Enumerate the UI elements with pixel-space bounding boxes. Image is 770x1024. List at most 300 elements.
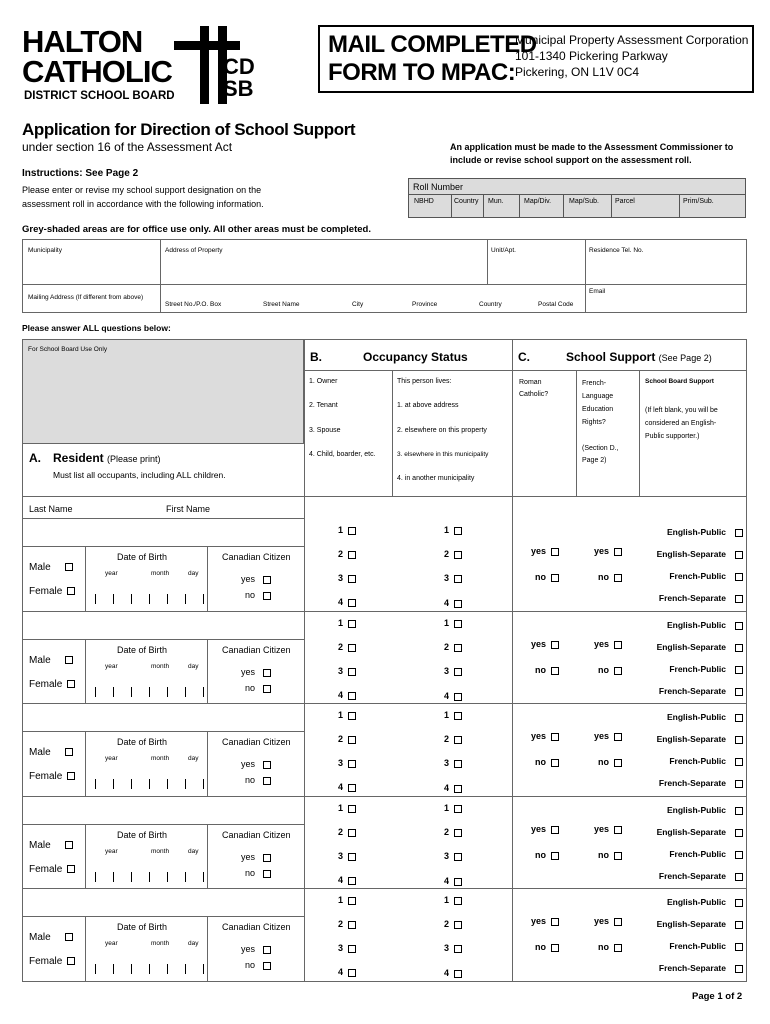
catholic-yes-option[interactable]: yes xyxy=(531,824,559,834)
section-b-title: Occupancy Status xyxy=(363,350,468,364)
dob-input[interactable] xyxy=(95,673,205,697)
last-name-input[interactable] xyxy=(25,705,155,729)
french-no-checkbox[interactable] xyxy=(614,852,622,860)
street-name-label: Street Name xyxy=(263,301,300,308)
occupancy-choice-2[interactable]: 2 xyxy=(338,642,356,652)
female-checkbox[interactable] xyxy=(67,957,75,965)
citizen-yes-checkbox[interactable] xyxy=(263,854,271,862)
board-choice-eng-sep[interactable]: English-Separate xyxy=(643,549,743,559)
board-checkbox[interactable] xyxy=(735,688,743,696)
french-no-checkbox[interactable] xyxy=(614,944,622,952)
occupancy-checkbox[interactable] xyxy=(348,877,356,885)
female-checkbox[interactable] xyxy=(67,680,75,688)
french-no-option[interactable]: no xyxy=(598,757,622,767)
occupancy-choice-3[interactable]: 3 xyxy=(338,573,356,583)
male-option[interactable]: Male xyxy=(29,747,73,758)
lives-checkbox[interactable] xyxy=(454,805,462,813)
property-box xyxy=(22,239,747,313)
male-option[interactable]: Male xyxy=(29,932,73,943)
occupancy-checkbox[interactable] xyxy=(348,620,356,628)
male-checkbox[interactable] xyxy=(65,656,73,664)
roll-col-mapdiv: Map/Div. xyxy=(524,198,552,205)
lives-checkbox[interactable] xyxy=(454,970,462,978)
occupancy-choice-1[interactable]: 1 xyxy=(338,803,356,813)
lives-choice-2[interactable]: 2 xyxy=(444,827,462,837)
dob-month-label: month xyxy=(151,570,170,577)
catholic-no-option[interactable]: no xyxy=(535,665,559,675)
citizen-no-checkbox[interactable] xyxy=(263,685,271,693)
lives-checkbox[interactable] xyxy=(454,527,462,535)
dob-label: Date of Birth xyxy=(117,737,168,747)
dob-day-label: day xyxy=(188,663,199,670)
male-checkbox[interactable] xyxy=(65,933,73,941)
lives-option-1: 1. at above address xyxy=(397,402,459,409)
board-checkbox[interactable] xyxy=(735,666,743,674)
citizen-yes-checkbox[interactable] xyxy=(263,761,271,769)
lives-option-2: 2. elsewhere on this property xyxy=(397,427,487,434)
occupancy-checkbox[interactable] xyxy=(348,736,356,744)
citizen-yes-option[interactable]: yes xyxy=(241,852,271,862)
logo-cd: CD xyxy=(223,54,255,79)
citizen-yes-option[interactable]: yes xyxy=(241,759,271,769)
lives-choice-2[interactable]: 2 xyxy=(444,734,462,744)
citizen-no-option[interactable]: no xyxy=(245,868,271,878)
citizen-yes-option[interactable]: yes xyxy=(241,667,271,677)
board-choice-fr-pub[interactable]: French-Public xyxy=(643,756,743,766)
occupancy-spouse: 3. Spouse xyxy=(309,427,341,434)
lives-checkbox[interactable] xyxy=(454,644,462,652)
citizen-label: Canadian Citizen xyxy=(222,645,291,655)
occupancy-checkbox[interactable] xyxy=(348,853,356,861)
female-option[interactable]: Female xyxy=(29,864,75,875)
dob-year-label: year xyxy=(105,940,118,947)
occupant-row xyxy=(23,518,746,611)
french-no-option[interactable]: no xyxy=(598,572,622,582)
answer-all-note: Please answer ALL questions below: xyxy=(22,323,171,333)
female-option[interactable]: Female xyxy=(29,956,75,967)
board-checkbox[interactable] xyxy=(735,573,743,581)
female-checkbox[interactable] xyxy=(67,587,75,595)
female-checkbox[interactable] xyxy=(67,865,75,873)
lives-checkbox[interactable] xyxy=(454,620,462,628)
citizen-label: Canadian Citizen xyxy=(222,552,291,562)
section-b-letter: B. xyxy=(310,350,322,364)
first-name-input[interactable] xyxy=(163,705,301,729)
logo-sb: SB xyxy=(223,76,254,101)
citizen-yes-checkbox[interactable] xyxy=(263,946,271,954)
first-name-input[interactable] xyxy=(163,798,301,822)
lives-choice-4[interactable]: 4 xyxy=(444,783,462,793)
lives-choice-4[interactable]: 4 xyxy=(444,968,462,978)
board-checkbox[interactable] xyxy=(735,714,743,722)
lives-checkbox[interactable] xyxy=(454,945,462,953)
roll-col-mun: Mun. xyxy=(488,198,504,205)
last-name-input[interactable] xyxy=(25,520,155,544)
occupancy-checkbox[interactable] xyxy=(348,644,356,652)
first-name-input[interactable] xyxy=(163,520,301,544)
dob-year-label: year xyxy=(105,848,118,855)
logo-halton: HALTON xyxy=(22,24,143,59)
occupant-row xyxy=(23,611,746,704)
lives-choice-4[interactable]: 4 xyxy=(444,691,462,701)
catholic-yes-checkbox[interactable] xyxy=(551,733,559,741)
french-yes-option[interactable]: yes xyxy=(594,916,622,926)
french-no-checkbox[interactable] xyxy=(614,759,622,767)
french-yes-checkbox[interactable] xyxy=(614,918,622,926)
mailing-address-field[interactable]: Mailing Address (If different from above) xyxy=(28,294,144,301)
lives-choice-2[interactable]: 2 xyxy=(444,549,462,559)
occupancy-choice-3[interactable]: 3 xyxy=(338,851,356,861)
board-checkbox[interactable] xyxy=(735,873,743,881)
occupancy-checkbox[interactable] xyxy=(348,599,356,607)
french-yes-option[interactable]: yes xyxy=(594,546,622,556)
lives-checkbox[interactable] xyxy=(454,600,462,608)
dob-input[interactable] xyxy=(95,765,205,789)
lives-choice-3[interactable]: 3 xyxy=(444,573,462,583)
occupancy-choice-3[interactable]: 3 xyxy=(338,666,356,676)
french-yes-option[interactable]: yes xyxy=(594,639,622,649)
board-checkbox[interactable] xyxy=(735,899,743,907)
lives-checkbox[interactable] xyxy=(454,921,462,929)
french-no-option[interactable]: no xyxy=(598,942,622,952)
occupancy-choice-4[interactable]: 4 xyxy=(338,597,356,607)
occupancy-choice-4[interactable]: 4 xyxy=(338,875,356,885)
school-board-support-note: (If left blank, you will be considered an English-Public supporter.) xyxy=(645,407,718,440)
last-name-input[interactable] xyxy=(25,613,155,637)
board-choice-fr-sep[interactable]: French-Separate xyxy=(643,593,743,603)
board-choice-fr-sep[interactable]: French-Separate xyxy=(643,871,743,881)
lives-option-4: 4. in another municipality xyxy=(397,475,475,482)
occupancy-checkbox[interactable] xyxy=(348,551,356,559)
lives-choice-1[interactable]: 1 xyxy=(444,618,462,628)
occupancy-choice-3[interactable]: 3 xyxy=(338,943,356,953)
roll-col-country: Country xyxy=(454,198,479,205)
occupancy-checkbox[interactable] xyxy=(348,575,356,583)
citizen-no-checkbox[interactable] xyxy=(263,777,271,785)
lives-choice-3[interactable]: 3 xyxy=(444,943,462,953)
board-choice-fr-pub[interactable]: French-Public xyxy=(643,941,743,951)
lives-checkbox[interactable] xyxy=(454,760,462,768)
lives-option-3: 3. elsewhere in this municipality xyxy=(397,451,489,458)
french-yes-option[interactable]: yes xyxy=(594,824,622,834)
dob-label: Date of Birth xyxy=(117,922,168,932)
logo-board: DISTRICT SCHOOL BOARD xyxy=(24,90,175,102)
citizen-no-option[interactable]: no xyxy=(245,590,271,600)
french-yes-checkbox[interactable] xyxy=(614,641,622,649)
occupancy-choice-1[interactable]: 1 xyxy=(338,895,356,905)
lives-choice-3[interactable]: 3 xyxy=(444,666,462,676)
board-choice-eng-pub[interactable]: English-Public xyxy=(643,712,743,722)
municipality-field[interactable]: Municipality xyxy=(28,247,62,254)
board-choice-eng-pub[interactable]: English-Public xyxy=(643,620,743,630)
form-title: Application for Direction of School Support xyxy=(22,120,356,139)
mail-title-1: MAIL COMPLETED xyxy=(328,31,537,58)
mail-address-2: 101-1340 Pickering Parkway xyxy=(515,49,668,63)
mail-box xyxy=(318,25,754,93)
board-checkbox[interactable] xyxy=(735,595,743,603)
dob-input[interactable] xyxy=(95,858,205,882)
catholic-yes-option[interactable]: yes xyxy=(531,639,559,649)
male-option[interactable]: Male xyxy=(29,655,73,666)
citizen-no-option[interactable]: no xyxy=(245,775,271,785)
board-choice-eng-sep[interactable]: English-Separate xyxy=(643,642,743,652)
section-a-heading xyxy=(53,451,161,465)
main-table xyxy=(22,339,747,982)
occupancy-checkbox[interactable] xyxy=(348,897,356,905)
first-name-input[interactable] xyxy=(163,613,301,637)
occupancy-owner: 1. Owner xyxy=(309,378,338,385)
citizen-yes-checkbox[interactable] xyxy=(263,669,271,677)
logo-catholic: CATHOLIC xyxy=(22,54,172,89)
french-no-option[interactable]: no xyxy=(598,665,622,675)
female-option[interactable]: Female xyxy=(29,586,75,597)
catholic-no-option[interactable]: no xyxy=(535,757,559,767)
citizen-no-checkbox[interactable] xyxy=(263,592,271,600)
occupant-row xyxy=(23,888,746,981)
french-yes-checkbox[interactable] xyxy=(614,733,622,741)
occupancy-choice-4[interactable]: 4 xyxy=(338,967,356,977)
dob-day-label: day xyxy=(188,848,199,855)
school-board-use-label: For School Board Use Only xyxy=(28,346,108,353)
occupancy-choice-4[interactable]: 4 xyxy=(338,782,356,792)
occupancy-choice-2[interactable]: 2 xyxy=(338,919,356,929)
board-checkbox[interactable] xyxy=(735,807,743,815)
french-yes-option[interactable]: yes xyxy=(594,731,622,741)
occupancy-checkbox[interactable] xyxy=(348,760,356,768)
lives-checkbox[interactable] xyxy=(454,712,462,720)
board-choice-fr-pub[interactable]: French-Public xyxy=(643,571,743,581)
last-name-input[interactable] xyxy=(25,798,155,822)
citizen-yes-checkbox[interactable] xyxy=(263,576,271,584)
board-checkbox[interactable] xyxy=(735,644,743,652)
french-yes-checkbox[interactable] xyxy=(614,826,622,834)
citizen-yes-option[interactable]: yes xyxy=(241,944,271,954)
male-checkbox[interactable] xyxy=(65,841,73,849)
board-choice-eng-sep[interactable]: English-Separate xyxy=(643,919,743,929)
board-checkbox[interactable] xyxy=(735,965,743,973)
french-rights-question: French-Language Education Rights? xyxy=(582,380,614,426)
roll-col-mapsub: Map/Sub. xyxy=(569,198,599,205)
occupancy-checkbox[interactable] xyxy=(348,829,356,837)
dob-input[interactable] xyxy=(95,950,205,974)
school-board-use-area xyxy=(23,340,304,444)
occupancy-checkbox[interactable] xyxy=(348,945,356,953)
lives-choice-1[interactable]: 1 xyxy=(444,803,462,813)
country-label: Country xyxy=(479,301,502,308)
board-choice-fr-pub[interactable]: French-Public xyxy=(643,849,743,859)
occupancy-checkbox[interactable] xyxy=(348,921,356,929)
section-a-paren: (Please print) xyxy=(107,454,161,464)
french-no-checkbox[interactable] xyxy=(614,574,622,582)
property-address-field[interactable]: Address of Property xyxy=(165,247,223,254)
catholic-no-checkbox[interactable] xyxy=(551,574,559,582)
lives-checkbox[interactable] xyxy=(454,897,462,905)
occupancy-choice-1[interactable]: 1 xyxy=(338,525,356,535)
catholic-no-checkbox[interactable] xyxy=(551,852,559,860)
board-choice-fr-pub[interactable]: French-Public xyxy=(643,664,743,674)
first-name-input[interactable] xyxy=(163,890,301,914)
occupancy-choice-3[interactable]: 3 xyxy=(338,758,356,768)
board-choice-fr-sep[interactable]: French-Separate xyxy=(643,686,743,696)
mail-address-1: Municipal Property Assessment Corporation xyxy=(515,33,749,47)
form-subtitle: under section 16 of the Assessment Act xyxy=(22,140,233,154)
dob-label: Date of Birth xyxy=(117,830,168,840)
board-choice-eng-pub[interactable]: English-Public xyxy=(643,897,743,907)
lives-checkbox[interactable] xyxy=(454,693,462,701)
lives-choice-4[interactable]: 4 xyxy=(444,598,462,608)
board-checkbox[interactable] xyxy=(735,780,743,788)
catholic-yes-checkbox[interactable] xyxy=(551,918,559,926)
lives-checkbox[interactable] xyxy=(454,829,462,837)
occupancy-checkbox[interactable] xyxy=(348,712,356,720)
catholic-yes-option[interactable]: yes xyxy=(531,916,559,926)
lives-checkbox[interactable] xyxy=(454,736,462,744)
roll-col-primsub: Prim/Sub. xyxy=(683,198,714,205)
dob-input[interactable] xyxy=(95,580,205,604)
school-board-support-heading: School Board Support xyxy=(645,378,714,385)
section-c-paren: (See Page 2) xyxy=(658,353,712,363)
catholic-no-checkbox[interactable] xyxy=(551,944,559,952)
catholic-no-option[interactable]: no xyxy=(535,942,559,952)
female-checkbox[interactable] xyxy=(67,772,75,780)
female-option[interactable]: Female xyxy=(29,679,75,690)
male-checkbox[interactable] xyxy=(65,563,73,571)
board-choice-eng-pub[interactable]: English-Public xyxy=(643,805,743,815)
french-no-option[interactable]: no xyxy=(598,850,622,860)
dob-label: Date of Birth xyxy=(117,552,168,562)
dob-day-label: day xyxy=(188,570,199,577)
catholic-yes-option[interactable]: yes xyxy=(531,546,559,556)
board-checkbox[interactable] xyxy=(735,551,743,559)
male-checkbox[interactable] xyxy=(65,748,73,756)
board-checkbox[interactable] xyxy=(735,758,743,766)
occupancy-checkbox[interactable] xyxy=(348,805,356,813)
section-c-heading xyxy=(566,350,712,364)
female-option[interactable]: Female xyxy=(29,771,75,782)
catholic-no-option[interactable]: no xyxy=(535,850,559,860)
board-choice-eng-sep[interactable]: English-Separate xyxy=(643,827,743,837)
board-checkbox[interactable] xyxy=(735,943,743,951)
lives-choice-1[interactable]: 1 xyxy=(444,895,462,905)
citizen-no-option[interactable]: no xyxy=(245,960,271,970)
occupancy-choice-2[interactable]: 2 xyxy=(338,549,356,559)
lives-choice-1[interactable]: 1 xyxy=(444,525,462,535)
catholic-yes-checkbox[interactable] xyxy=(551,548,559,556)
dob-year-label: year xyxy=(105,755,118,762)
lives-choice-2[interactable]: 2 xyxy=(444,919,462,929)
occupancy-choice-1[interactable]: 1 xyxy=(338,618,356,628)
citizen-label: Canadian Citizen xyxy=(222,922,291,932)
lives-checkbox[interactable] xyxy=(454,575,462,583)
city-label: City xyxy=(352,301,364,308)
occupancy-choice-4[interactable]: 4 xyxy=(338,690,356,700)
occupant-row xyxy=(23,796,746,889)
province-label: Province xyxy=(412,301,438,308)
board-checkbox[interactable] xyxy=(735,829,743,837)
occupancy-choice-2[interactable]: 2 xyxy=(338,827,356,837)
lives-checkbox[interactable] xyxy=(454,551,462,559)
occupancy-checkbox[interactable] xyxy=(348,527,356,535)
phone-field[interactable]: Residence Tel. No. xyxy=(589,247,644,254)
occupant-row xyxy=(23,703,746,796)
catholic-no-checkbox[interactable] xyxy=(551,667,559,675)
catholic-no-option[interactable]: no xyxy=(535,572,559,582)
lives-checkbox[interactable] xyxy=(454,668,462,676)
citizen-no-checkbox[interactable] xyxy=(263,962,271,970)
male-option[interactable]: Male xyxy=(29,840,73,851)
french-yes-checkbox[interactable] xyxy=(614,548,622,556)
email-field[interactable]: Email xyxy=(589,288,606,295)
dob-month-label: month xyxy=(151,663,170,670)
board-choice-eng-sep[interactable]: English-Separate xyxy=(643,734,743,744)
instructions-body: Please enter or revise my school support designation on the assessment roll in accordance with the following information. xyxy=(22,185,264,209)
lives-checkbox[interactable] xyxy=(454,853,462,861)
occupancy-checkbox[interactable] xyxy=(348,969,356,977)
board-choice-fr-sep[interactable]: French-Separate xyxy=(643,963,743,973)
lives-choice-4[interactable]: 4 xyxy=(444,876,462,886)
grey-note: Grey-shaded areas are for office use only. All other areas must be completed. xyxy=(22,224,371,235)
lives-checkbox[interactable] xyxy=(454,878,462,886)
occupancy-choice-1[interactable]: 1 xyxy=(338,710,356,720)
citizen-label: Canadian Citizen xyxy=(222,737,291,747)
board-choice-eng-pub[interactable]: English-Public xyxy=(643,527,743,537)
last-name-input[interactable] xyxy=(25,890,155,914)
citizen-yes-option[interactable]: yes xyxy=(241,574,271,584)
citizen-no-option[interactable]: no xyxy=(245,683,271,693)
street-no-label: Street No./P.O. Box xyxy=(165,301,222,308)
lives-heading: This person lives: xyxy=(397,378,452,385)
board-checkbox[interactable] xyxy=(735,921,743,929)
citizen-label: Canadian Citizen xyxy=(222,830,291,840)
catholic-yes-checkbox[interactable] xyxy=(551,641,559,649)
board-logo xyxy=(22,26,272,106)
board-choice-fr-sep[interactable]: French-Separate xyxy=(643,778,743,788)
roll-col-nbhd: NBHD xyxy=(414,198,434,205)
board-checkbox[interactable] xyxy=(735,736,743,744)
board-checkbox[interactable] xyxy=(735,851,743,859)
lives-choice-3[interactable]: 3 xyxy=(444,758,462,768)
french-no-checkbox[interactable] xyxy=(614,667,622,675)
dob-year-label: year xyxy=(105,570,118,577)
roll-number-label: Roll Number xyxy=(413,182,464,192)
section-c-title: School Support xyxy=(566,350,656,364)
catholic-yes-checkbox[interactable] xyxy=(551,826,559,834)
citizen-no-checkbox[interactable] xyxy=(263,870,271,878)
lives-choice-3[interactable]: 3 xyxy=(444,851,462,861)
lives-choice-2[interactable]: 2 xyxy=(444,642,462,652)
board-checkbox[interactable] xyxy=(735,529,743,537)
mail-address-3: Pickering, ON L1V 0C4 xyxy=(515,65,640,79)
dob-year-label: year xyxy=(105,663,118,670)
unit-field[interactable]: Unit/Apt. xyxy=(491,247,516,254)
occupancy-checkbox[interactable] xyxy=(348,668,356,676)
occupancy-child: 4. Child, boarder, etc. xyxy=(309,451,376,458)
section-a-letter: A. xyxy=(29,451,41,465)
catholic-yes-option[interactable]: yes xyxy=(531,731,559,741)
board-checkbox[interactable] xyxy=(735,622,743,630)
catholic-no-checkbox[interactable] xyxy=(551,759,559,767)
dob-month-label: month xyxy=(151,940,170,947)
lives-checkbox[interactable] xyxy=(454,785,462,793)
roman-catholic-question: Roman Catholic? xyxy=(519,379,549,398)
section-a-title: Resident xyxy=(53,451,104,465)
occupancy-checkbox[interactable] xyxy=(348,784,356,792)
occupancy-checkbox[interactable] xyxy=(348,692,356,700)
occupancy-choice-2[interactable]: 2 xyxy=(338,734,356,744)
last-name-header: Last Name xyxy=(29,504,73,514)
lives-choice-1[interactable]: 1 xyxy=(444,710,462,720)
male-option[interactable]: Male xyxy=(29,562,73,573)
